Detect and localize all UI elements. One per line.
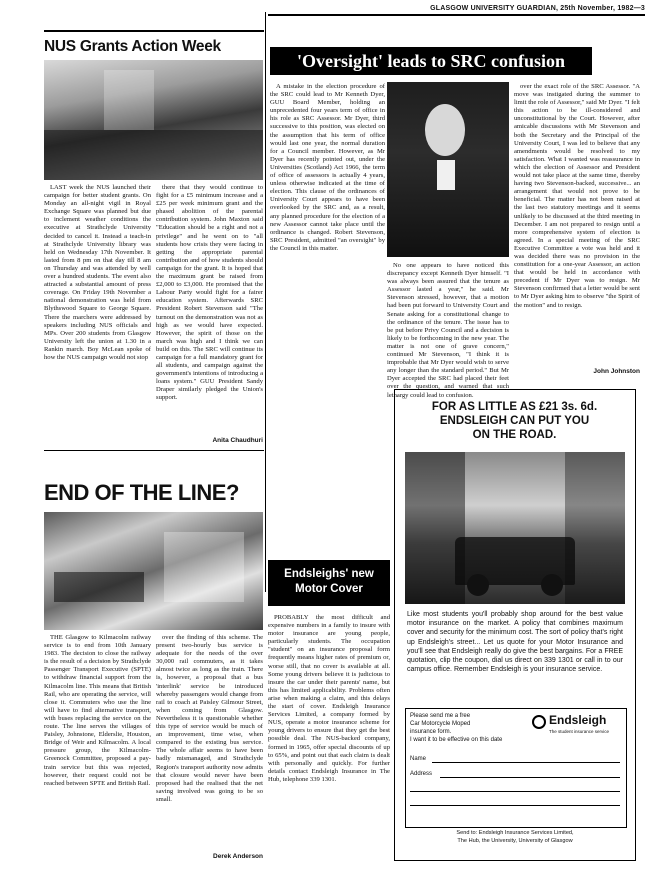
advert-body: Like most students you'll probably shop around for the best value motor insurance on the market. A policy that combines maximum cover and security for the minimum cost. The sort of policy that's right up Endsleigh's street... Let us quote for your Motor Insurance and you'll see that Endsleigh really do give the best bargains. For a FREE quotation, clip the coupon, dial us direct on 339 1301 or call in to our campus office. Remember Endsleigh is your insurance service. xyxy=(407,611,623,674)
story-nus-column-1: LAST week the NUS launched their campaign for better student grants. On Monday an all-night vigil in Royal Exchange Square was planned but due to inclement weather conditions the executive at Strathclyde University decided to cancel it. Instead a teach-in at Strathclyde University library was held on Wednesday 17th November. It lasted from 8 pm on that day till 8 am on Thursday and was attended by well over a hundred students. The event also attracted a substantial amount of press coverage. On Friday 19th November a national demonstration was held from Blythswood Square to George Square. There the marchers were addressed by speakers including NUS officials and MPs. Over 200 students from Glasgow University left the union at 1.30 in a Rankin march. Boy McLean spoke of how the NUS campaign would not stop xyxy=(44,184,151,361)
story-headline-motor-cover xyxy=(268,560,390,606)
coupon-form xyxy=(405,708,627,828)
advert-headline xyxy=(411,400,618,442)
story-separator xyxy=(44,450,264,451)
advert-headline-line-2: ENDSLEIGH CAN PUT YOU xyxy=(439,415,590,427)
running-head: GLASGOW UNIVERSITY GUARDIAN, 25th November, 1982—3 xyxy=(430,5,645,12)
byline-oversight: John Johnston xyxy=(593,368,640,375)
byline-railway: Derek Anderson xyxy=(213,853,263,860)
endsleigh-logo-icon xyxy=(532,715,546,729)
demonstration-photo xyxy=(44,60,263,180)
portrait-photo xyxy=(387,82,509,257)
advert-headline-line-1: FOR AS LITTLE AS £21 3s. 6d. xyxy=(431,401,598,413)
endsleigh-logo-text: Endsleigh xyxy=(549,713,607,727)
story-railway-column-2: over the finding of this scheme. The present two-hourly bus service is adequate for the needs of the over 30,000 rail commuters, as it takes almost twice as long as the train. There is, however, a proposal that a bus 'interlink' service be introduced whereby passengers would change from rail to coach at Paisley Gilmour Street, when coming from Glasgow. Nevertheless it is questionable whether this type of service would be much of an improvement, time wise, when compared to the existing bus service. The whole affair seems to have been badly mismanaged, and Strathclyde Region's transport authority now admits that closure would never have been proposed had the realised that the net saving involved was going to be so small. xyxy=(156,634,263,803)
advert-footer xyxy=(407,830,623,845)
coupon-name-label: Name xyxy=(410,756,427,762)
coupon-options[interactable]: Car Motorcycle Moped xyxy=(410,721,471,727)
vintage-car-illustration xyxy=(405,452,625,604)
coupon-address-field-3[interactable] xyxy=(410,805,620,806)
endsleigh-logo xyxy=(532,713,622,741)
endsleigh-advert xyxy=(394,389,636,861)
advert-footer-line-2: The Hub, the University, University of Glasgow xyxy=(457,837,573,844)
story-oversight-column-3: over the exact role of the SRC Assessor. "A move was instigated during the summer to limit the role of Assessor," said Mr Dyer. "I felt this action to be ill-considered and unconstitutional by the Court. However, after amicable discussions with Mr Stevenson and both the Secretary and the Principal of the University Court, I was led to believe that any amendments would be resolved to my satisfaction. What I wanted was reassurance in which the election of Assessor and President would not take place at the same time, thereby having two Stevenson-backed, successive... an arrangement that would not prove to be beneficial. The matter has not been raised at the last two statutory meetings and it seems unlikely to be discussed at the third meeting in December. I am not prepared to resign until a more comprehensive system of election is agreed. In a special meeting of the SRC Executive Committee a vote was held and it was decided there was no provision in the constitution for a one-year Assessor, an action that would be held in accordance with precedent if Mr Dyer was to resign. Mr Stevenson confirmed that a letter would be sent to Mr Dyer asking him to observe "the Spirit of the motion" and to resign. xyxy=(514,83,640,309)
story-headline-oversight: 'Oversight' leads to SRC confusion xyxy=(270,47,592,75)
coupon-date-line: I want it to be effective on this date xyxy=(410,737,503,743)
byline-nus: Anita Chaudhuri xyxy=(212,437,263,444)
column-divider xyxy=(265,12,266,592)
motor-cover-headline-line-1: Endsleighs' new xyxy=(284,568,374,580)
story-motor-cover-body: PROBABLY the most difficult and expensive numbers in a family to insure with motor insurance are young people, particularly students. The occupation "student" on an insurance proposal form frequently means higher rates of premium or, worse still, that no cover is available at all. Some young drivers believe it is judicious to insure the car under their parents' name, but this has limited applicability. Problems often arise when making a claim, and this delays the start of cover. Endsleigh Insurance Services Limited, a company formed by NUS, operate a motor insurance scheme for young drivers to ensure that they get the best possible deal. The NUS-backed company, formed in 1965, offer special discounts of up to 65%, and point out that each claim is dealt with personally and quickly. For further details contact Endsleigh Insurance in The Hub, telephone 339 1301. xyxy=(268,614,390,783)
coupon-name-field[interactable] xyxy=(432,762,620,763)
story-nus-column-2: there that they would continue to fight for a £5 minimum increase and a £25 per week minimum grant and the phased abolition of the parental contribution system. John Maxton said "Education should be a right and not a privilege" and he went on to "all students how crisis they were facing in getting the appropriate parental contribution and of how students should campaign for the grant. It is hoped that the maximum grant be raised from £2,000 to £3,000. He promised that the Labour Party would fight for a fairer education system. Afterwards SRC President Robert Stevenson said "The turnout on the demonstration was not as high as we would have expected. However, the spirit of those on the march was high and I think we can build on this. The SRC will continue its campaign for a full mandatory grant for all students, and campaign against the government's intentions of introducing a loans system." GUU President Sandy Draper similarly pledged the Union's support. xyxy=(156,184,263,402)
coupon-form-line: insurance form. xyxy=(410,729,452,735)
coupon-address-field[interactable] xyxy=(440,777,620,778)
coupon-address-field-2[interactable] xyxy=(410,791,620,792)
coupon-address-label: Address xyxy=(410,771,433,777)
advert-footer-line-1: Send to: Endsleigh Insurance Services Limited, xyxy=(456,830,574,836)
coupon-intro: Please send me a free xyxy=(410,713,471,719)
story-railway-column-1: THE Glasgow to Kilmacolm railway service is to end from 10th January 1983. The decision to close the railway is the result of a decision by Strathclyde Passenger Transport Executive (SPTE) to withdraw financial support from the Kilmacolm line. This means that British Rail, who are operating the service, will close it. Commuters who use the line will have to find alternative transport, with buses replacing the service on the route. The line serves the villages of Paisley, Johnstone, Elderslie, Houston, Bridge of Weir and Kilmacolm. A local pressure group, the Kilmacolm-Greenock Committee, proposed a pay-train service but this was rejected, however, their request could not be reached between SPTE and British Rail. xyxy=(44,634,151,787)
story-headline-railway: END OF THE LINE? xyxy=(44,480,239,505)
story-oversight-column-2: No one appears to have noticed this discrepancy except Kenneth Dyer himself. "I was always been assured that the tenure as Assessor lasted a year," he said. Mr Stevenson stressed, however, that a motion had been put forward to University Court and Senate asking for a constitutional change to the ordinance of the tenure. The issue has to be put before Privy Council and a decision is likely to be forthcoming in the new year. The matter is not one of grave concern," continued Mr Stevenson, "I think it is improbable that Mr Dyer would wish to serve any longer than the standard period." But Mr Dyer accepted the SRC had placed their feet over the question, and warned that such lethargy could lead to confusion. xyxy=(387,262,509,399)
motor-cover-headline-line-2: Motor Cover xyxy=(295,583,363,595)
train-photo xyxy=(44,512,263,630)
story-oversight-column-1: A mistake in the election procedure of the SRC could lead to Mr Kenneth Dyer, GUU Board Member, holding an unprecedented four years term of office in his role as SRC Assessor. Mr Dyer, third successive to this position, was elected on the assumption that his term of office would last one year, the normal duration for a Council member. However, as Mr Dyer has recently pointed out, under the Universities (Scotland) Act 1966, the term of office of assessors is actually 4 years, unless otherwise indicated at the time of election. This clause of the ordinances of University Court appears to have been overlooked by the SRC and, as a result, any planned procedure for the election of a new Assessor cannot take place until the ordinance is changed. Robert Stevenson, SRC President, admitted "an oversight" by the Council in this matter. xyxy=(270,83,385,252)
top-rule-left xyxy=(44,30,264,32)
top-rule-right xyxy=(268,14,645,16)
endsleigh-logo-subtitle: The student insurance service xyxy=(549,729,610,734)
story-headline-nus: NUS Grants Action Week xyxy=(44,38,221,55)
advert-headline-line-3: ON THE ROAD. xyxy=(472,429,557,441)
